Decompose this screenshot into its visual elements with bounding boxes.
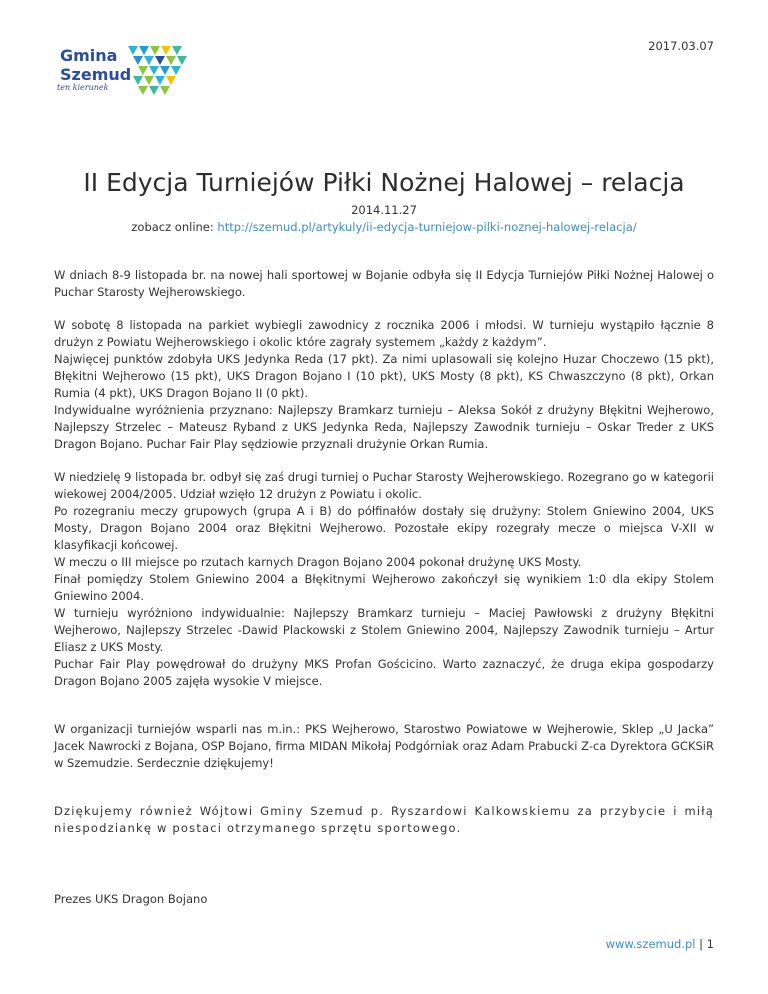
article-date: 2014.11.27 bbox=[351, 203, 417, 217]
paragraph-intro: W dniach 8-9 listopada br. na nowej hali sportowej w Bojanie odbyła się II Edycja Turniejów Piłki Nożnej Halowej o Puchar Starosty Wejherowskiego. bbox=[54, 268, 714, 299]
paragraph-sponsors: W organizacji turniejów wsparli nas m.in.: PKS Wejherowo, Starostwo Powiatowe w Wejherowie, Sklep „U Jacka” Jacek Nawrocki z Bojana, OSP Bojano, firma MIDAN Mikołaj Podgórniak oraz Adam Prabucki Z-ca Dyrektora GCKSiR w Szemudzie. Serdecznie dziękujemy! bbox=[54, 722, 714, 770]
online-link-line bbox=[0, 220, 768, 234]
article-title: II Edycja Turniejów Piłki Nożnej Halowej – relacja bbox=[83, 168, 685, 197]
signature: Prezes UKS Dragon Bojano bbox=[54, 892, 208, 906]
online-label: zobacz online: bbox=[131, 220, 218, 234]
saturday-line-3: Indywidualne wyróżnienia przyznano: Najlepszy Bramkarz turnieju – Aleksa Sokół z drużyny Błękitni Wejherowo, Najlepszy Strzelec – Mateusz Ryband z UKS Jedynka Reda, Najlepszy Zawodnik turnieju – Oskar Treder z UKS Dragon Bojano. Puchar Fair Play sędziowie przyznali drużynie Orkan Rumia. bbox=[54, 403, 714, 451]
saturday-line-2: Najwięcej punktów zdobyła UKS Jedynka Reda (17 pkt). Za nimi uplasowali się kolejno Huzar Choczewo (15 pkt), Błękitni Wejherowo (15 pkt), UKS Dragon Bojano I (10 pkt), UKS Mosty (8 pkt), KS Chwaszczyno (8 pkt), Orkan Rumia (4 pkt), UKS Dragon Bojano II (0 pkt). bbox=[54, 352, 714, 400]
paragraph-saturday bbox=[54, 317, 714, 453]
sunday-line-5: W turnieju wyróżniono indywidualnie: Najlepszy Bramkarz turnieju – Maciej Pawłowski z drużyny Błękitni Wejherowo, Najlepszy Strzelec -Dawid Plackowski z Stolem Gniewino 2004, Najlepszy Zawodnik turnieju – Artur Eliasz z UKS Mosty. bbox=[54, 606, 714, 654]
sunday-line-3: W meczu o III miejsce po rzutach karnych Dragon Bojano 2004 pokonał drużynę UKS Mosty. bbox=[54, 555, 582, 569]
paragraph-sunday bbox=[54, 469, 714, 690]
footer-site-link[interactable]: www.szemud.pl bbox=[605, 937, 696, 951]
page-footer bbox=[606, 937, 714, 951]
online-url-link[interactable]: http://szemud.pl/artykuly/ii-edycja-turniejow-pilki-noznej-halowej-relacja/ bbox=[217, 220, 637, 234]
footer-separator: | bbox=[695, 937, 707, 951]
sunday-line-2: Po rozegraniu meczy grupowych (grupa A i B) do półfinałów dostały się drużyny: Stolem Gniewino 2004, UKS Mosty, Dragon Bojano 2004 oraz Błękitni Wejherowo. Pozostałe ekipy rozegrały mecze o miejsca V-XII w klasyfikacji końcowej. bbox=[54, 504, 714, 552]
sunday-line-6: Puchar Fair Play powędrował do drużyny MKS Profan Gościcino. Warto zaznaczyć, że druga ekipa gospodarzy Dragon Bojano 2005 zajęła wysokie V miejsce. bbox=[54, 657, 714, 688]
sunday-line-1: W niedzielę 9 listopada br. odbył się zaś drugi turniej o Puchar Starosty Wejherowskiego. Rozegrano go w kategorii wiekowej 2004/2005. Udział wzięło 12 drużyn z Powiatu i okolic. bbox=[54, 470, 714, 501]
saturday-line-1: W sobotę 8 listopada na parkiet wybiegli zawodnicy z rocznika 2006 i młodsi. W turnieju wystąpiło łącznie 8 drużyn z Powiatu Wejherowskiego i okolic które zagrały systemem „każdy z każdym”. bbox=[54, 318, 714, 349]
logo-line-2: Szemud bbox=[60, 65, 132, 84]
page-number: 1 bbox=[706, 937, 714, 951]
triangle-mosaic-icon bbox=[128, 46, 190, 100]
gmina-szemud-logo bbox=[52, 42, 197, 104]
sunday-line-4: Finał pomiędzy Stolem Gniewino 2004 a Błękitnymi Wejherowo zakończył się wynikiem 1:0 dla ekipy Stolem Gniewino 2004. bbox=[54, 572, 714, 603]
article-body bbox=[54, 267, 714, 924]
logo-line-1: Gmina bbox=[60, 46, 118, 65]
paragraph-thanks: Dziękujemy również Wójtowi Gminy Szemud p. Ryszardowi Kalkowskiemu za przybycie i miłą niespodziankę w postaci otrzymanego sprzętu sportowego. bbox=[54, 804, 714, 835]
logo-tagline: ten kierunek bbox=[57, 83, 109, 92]
logo-wordmark bbox=[60, 46, 131, 84]
header-date: 2017.03.07 bbox=[648, 39, 714, 53]
